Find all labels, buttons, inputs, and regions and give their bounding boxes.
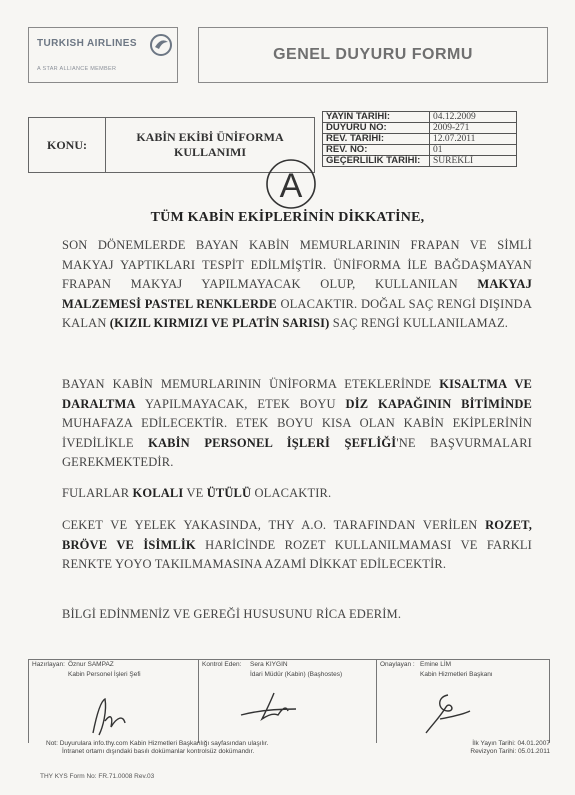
signature-role: Kontrol Eden: [202, 661, 242, 668]
airline-subtitle: A STAR ALLIANCE MEMBER [37, 66, 117, 72]
emphasized-text: (KIZIL KIRMIZI VE PLATİN SARISI) [109, 316, 330, 330]
signature-name: Öznur SAMPAZ [68, 661, 114, 668]
subject-line-2: KULLANIMI [173, 145, 246, 159]
signature-controlled [198, 659, 376, 743]
note [46, 740, 268, 756]
paragraph-makeup: SON DÖNEMLERDE BAYAN KABİN MEMURLARININ FRAPAN VE SİMLİ MAKYAJ YAPTIKLARI TESPİT EDİLMİŞTİR. ÜNİFORMA İLE BAĞDAŞMAYAN FRAPAN MAKYAJ YAPILMAYACAK OLUP, KULLANILAN MAKYAJ MALZEMESİ PASTEL RENKLERDE OLACAKTIR. DOĞAL SAÇ RENGİ DIŞINDA KALAN (KIZIL KIRMIZI VE PLATİN SARISI) SAÇ RENGİ KULLANILAMAZ. [62, 238, 532, 330]
note-line-1: Not: Duyurulara info.thy.com Kabin Hizmetleri Başkanlığı sayfasından ulaşılır. [46, 740, 269, 747]
revision-date: Revizyon Tarihi: 05.01.2011 [470, 748, 550, 755]
meta-value: 2009-271 [430, 123, 517, 134]
announcement-heading: TÜM KABİN EKİPLERİNİN DİKKATİNE, [150, 210, 425, 225]
signature-name: Emine LİM [420, 661, 452, 668]
signature-title: İdari Müdür (Kabin) (Başhostes) [250, 671, 343, 678]
meta-key: REV. NO: [323, 145, 430, 156]
meta-row [323, 145, 517, 156]
form-number: THY KYS Form No: FR.71.0008 Rev.03 [40, 773, 155, 780]
handwritten-signature-2 [236, 685, 326, 725]
stamp-letter: A [279, 167, 303, 205]
meta-row [323, 134, 517, 145]
paragraph-scarf: FULARLAR KOLALI VE ÜTÜLÜ OLACAKTIR. [62, 486, 332, 500]
handwritten-signature-3 [406, 689, 486, 739]
paragraph-skirt: BAYAN KABİN MEMURLARININ ÜNİFORMA ETEKLERİNDE KISALTMA VE DARALTMA YAPILMAYACAK, ETEK BOYU DİZ KAPAĞININ BİTİMİNDE MUHAFAZA EDİLECEKTİR. ETEK BOYU KISA OLAN KABİN EKİPLERİNİN İVEDİLİKLE KABİN PERSONEL İŞLERİ ŞEFLİĞİ'NE BAŞVURMALARI GEREKMEKTEDİR. [62, 377, 532, 469]
meta-value: 12.07.2011 [430, 134, 517, 145]
meta-value: SÜREKLİ [430, 156, 517, 167]
handwritten-signature-1 [83, 693, 143, 739]
signature-role: Hazırlayan: [32, 661, 65, 668]
circled-a-stamp [264, 157, 318, 211]
subject-label: KONU: [47, 137, 87, 152]
publication-dates [400, 740, 550, 756]
signature-title: Kabin Personel İşleri Şefi [68, 671, 141, 678]
form-title: GENEL DUYURU FORMU [273, 46, 473, 63]
meta-row [323, 123, 517, 134]
emphasized-text: KISALTMA VE DARALTMA [62, 377, 532, 411]
first-publish-date: İlk Yayın Tarihi: 04.01.2007 [472, 740, 550, 747]
meta-row [323, 112, 517, 123]
meta-key: DUYURU NO: [323, 123, 430, 134]
meta-row [323, 156, 517, 167]
paragraph-badges: CEKET VE YELEK YAKASINDA, THY A.O. TARAFINDAN VERİLEN ROZET, BRÖVE VE İSİMLİK HARİCİNDE ROZET KULLANILMAMASI VE FARKLI RENKTE YOYO TAKILMAMASINA AZAMİ DİKKAT EDİLECEKTİR. [62, 518, 532, 571]
emphasized-text: ÜTÜLÜ [206, 486, 252, 500]
emphasized-text: DİZ KAPAĞININ BİTİMİNDE [345, 396, 532, 411]
signature-prepared [28, 659, 198, 743]
airline-logo-icon [149, 33, 173, 57]
subject-line-1: KABİN EKİBİ ÜNİFORMA [136, 130, 284, 144]
signature-role: Onaylayan : [380, 661, 415, 668]
emphasized-text: ROZET, BRÖVE VE İSİMLİK [62, 518, 532, 552]
signature-title: Kabin Hizmetleri Başkanı [420, 671, 493, 678]
airline-name: TURKISH AIRLINES [37, 38, 137, 49]
signature-approved [376, 659, 550, 743]
meta-key: REV. TARİHİ: [323, 134, 430, 145]
meta-value: 04.12.2009 [430, 112, 517, 123]
note-line-2: İntranet ortamı dışındaki basılı dokümanlar kontrolsüz dokümandır. [62, 748, 255, 755]
meta-table [322, 111, 517, 167]
meta-key: YAYIN TARİHİ: [323, 112, 430, 123]
signature-name: Sera KIYGIN [250, 661, 288, 668]
form-title-box [198, 27, 548, 83]
emphasized-text: MAKYAJ MALZEMESİ PASTEL RENKLERDE [62, 277, 532, 311]
emphasized-text: KOLALI [132, 486, 184, 500]
airline-logo-box [28, 27, 178, 83]
meta-key: GEÇERLİLİK TARİHİ: [323, 156, 430, 167]
paragraph-closing: BİLGİ EDİNMENİZ VE GEREĞİ HUSUSUNU RİCA EDERİM. [62, 607, 402, 621]
meta-value: 01 [430, 145, 517, 156]
signature-block [28, 659, 550, 743]
emphasized-text: KABİN PERSONEL İŞLERİ ŞEFLİĞİ [148, 435, 397, 450]
